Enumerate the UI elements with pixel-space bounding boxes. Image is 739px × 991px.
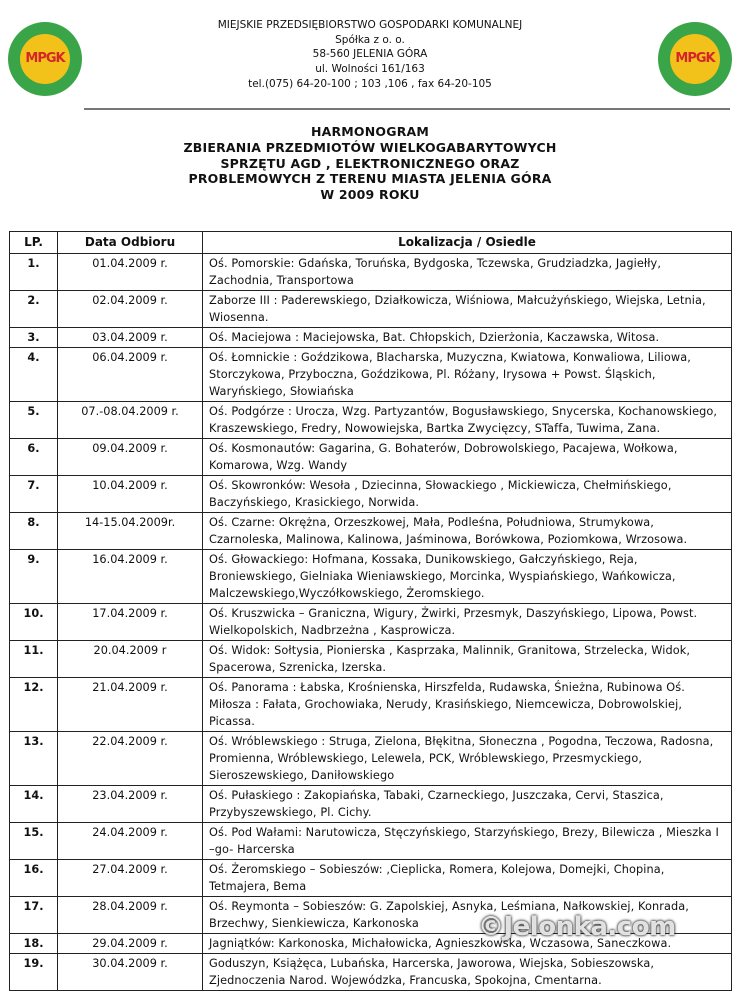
location-list: Oś. Czarne: Okrężna, Orzeszkowej, Mała, Podleśna, Południowa, Strumykowa, Czarnoleska, Malinowa, Kalinowa, Jaśminowa, Borówkowa, Poziomkowa, Wrzosowa. [203, 513, 732, 550]
location-list: Goduszyn, Książęca, Lubańska, Harcerska, Jaworowa, Wiejska, Sobieszowska, Zjednoczenia Narod. Wojewódzka, Francuska, Spokojna, Cmentarna. [203, 954, 732, 991]
row-number: 16. [10, 860, 58, 897]
location-list: Oś. Kosmonautów: Gagarina, G. Bohaterów, Dobrowolskiego, Pacajewa, Wołkowa, Komarowa, Wzg. Wandy [203, 439, 732, 476]
company-logo-left [8, 22, 82, 96]
row-number: 9. [10, 550, 58, 604]
table-row [10, 678, 732, 732]
pickup-date: 24.04.2009 r. [58, 823, 203, 860]
table-row [10, 860, 732, 897]
table-row [10, 732, 732, 786]
pickup-date: 28.04.2009 r. [58, 897, 203, 934]
company-logo-right [658, 22, 732, 96]
header-divider [84, 108, 730, 110]
pickup-date: 16.04.2009 r. [58, 550, 203, 604]
pickup-date: 14-15.04.2009r. [58, 513, 203, 550]
location-list: Oś. Reymonta – Sobieszów: G. Zapolskiej, Asnyka, Leśmiana, Nałkowskiej, Konrada, Brzechwy, Sienkiewicza, Karkonoska [203, 897, 732, 934]
row-number: 7. [10, 476, 58, 513]
row-number: 2. [10, 291, 58, 328]
location-list: Oś. Głowackiego: Hofmana, Kossaka, Dunikowskiego, Gałczyńskiego, Reja, Broniewskiego, Gielniaka Wieniawskiego, Morcinka, Wyspiańskiego, Wańkowicza, Malczewskiego,Wyczółkowskiego, Żeromskiego. [203, 550, 732, 604]
location-list: Oś. Kruszwicka – Graniczna, Wigury, Żwirki, Przesmyk, Daszyńskiego, Lipowa, Powst. Wielkopolskich, Nadbrzeżna , Kasprowicza. [203, 604, 732, 641]
table-row [10, 641, 732, 678]
logo-mark: MPGK [675, 51, 715, 66]
header-date: Data Odbioru [58, 232, 203, 254]
pickup-date: 06.04.2009 r. [58, 348, 203, 402]
row-number: 1. [10, 254, 58, 291]
pickup-date: 29.04.2009 r. [58, 934, 203, 954]
row-number: 6. [10, 439, 58, 476]
header-lp: LP. [10, 232, 58, 254]
location-list: Oś. Maciejowa : Maciejowska, Bat. Chłopskich, Dzierżonia, Kaczawska, Witosa. [203, 328, 732, 348]
row-number: 8. [10, 513, 58, 550]
table-row [10, 823, 732, 860]
location-list: Oś. Panorama : Łabska, Krośnienska, Hirszfelda, Rudawska, Śnieżna, Rubinowa Oś. Miłosza : Fałata, Grochowiaka, Nerudy, Krasińskiego, Niemcewicza, Dobrowolskiej, Picassa. [203, 678, 732, 732]
header-location: Lokalizacja / Osiedle [203, 232, 732, 254]
pickup-date: 09.04.2009 r. [58, 439, 203, 476]
title-line: SPRZĘTU AGD , ELEKTRONICZNEGO ORAZ [220, 155, 520, 171]
location-list: Oś. Pomorskie: Gdańska, Toruńska, Bydgoska, Tczewska, Grudziadzka, Jagiełły, Zachodnia, Transportowa [203, 254, 732, 291]
company-postal: 58-560 JELENIA GÓRA [312, 48, 428, 61]
row-number: 4. [10, 348, 58, 402]
table-row [10, 348, 732, 402]
row-number: 17. [10, 897, 58, 934]
pickup-date: 07.-08.04.2009 r. [58, 402, 203, 439]
table-row [10, 604, 732, 641]
table-row [10, 328, 732, 348]
location-list: Oś. Łomnickie : Goździkowa, Blacharska, Muzyczna, Kwiatowa, Konwaliowa, Liliowa, Storczykowa, Przyboczna, Goździkowa, Pl. Różany, Irysowa + Powst. Śląskich, Waryńskiego, Słowiańska [203, 348, 732, 402]
row-number: 13. [10, 732, 58, 786]
table-row [10, 254, 732, 291]
location-list: Zaborze III : Paderewskiego, Działkowicza, Wiśniowa, Małcużyńskiego, Wiejska, Letnia, Wiosenna. [203, 291, 732, 328]
row-number: 18. [10, 934, 58, 954]
row-number: 12. [10, 678, 58, 732]
table-row [10, 291, 732, 328]
location-list: Oś. Skowronków: Wesoła , Dziecinna, Słowackiego , Mickiewicza, Chełmińskiego, Baczyńskiego, Krasickiego, Norwida. [203, 476, 732, 513]
pickup-date: 27.04.2009 r. [58, 860, 203, 897]
table-row [10, 513, 732, 550]
row-number: 5. [10, 402, 58, 439]
row-number: 15. [10, 823, 58, 860]
row-number: 14. [10, 786, 58, 823]
pickup-date: 02.04.2009 r. [58, 291, 203, 328]
document-title [90, 124, 650, 203]
pickup-date: 22.04.2009 r. [58, 732, 203, 786]
pickup-date: 23.04.2009 r. [58, 786, 203, 823]
table-row [10, 476, 732, 513]
title-line: ZBIERANIA PRZEDMIOTÓW WIELKOGABARYTOWYCH [183, 139, 557, 155]
company-phone: tel.(075) 64-20-100 ; 103 ,106 , fax 64-20-105 [248, 77, 492, 90]
pickup-date: 30.04.2009 r. [58, 954, 203, 991]
location-list: Oś. Podgórze : Urocza, Wzg. Partyzantów, Bogusławskiego, Snycerska, Kochanowskiego, Kraszewskiego, Fredry, Nowowiejska, Bartka Zwycięzcy, STaffa, Tuwima, Zana. [203, 402, 732, 439]
logo-center [20, 34, 70, 84]
schedule-table [9, 231, 732, 991]
title-line: PROBLEMOWYCH Z TERENU MIASTA JELENIA GÓRA [188, 171, 552, 187]
logo-center [670, 34, 720, 84]
table-header-row [10, 232, 732, 254]
location-list: Oś. Widok: Sołtysia, Pionierska , Kasprzaka, Malinnik, Granitowa, Strzelecka, Widok, Spacerowa, Szrenicka, Izerska. [203, 641, 732, 678]
watermark: ©Jelonka.com [478, 912, 676, 942]
pickup-date: 17.04.2009 r. [58, 604, 203, 641]
location-list: Oś. Wróblewskiego : Struga, Zielona, Błękitna, Słoneczna , Pogodna, Teczowa, Radosna, Promienna, Wróblewskiego, Lelewela, PCK, Wróblewskiego, Przesmyckiego, Sieroszewskiego, Daniłowskiego [203, 732, 732, 786]
row-number: 10. [10, 604, 58, 641]
pickup-date: 10.04.2009 r. [58, 476, 203, 513]
table-row [10, 550, 732, 604]
title-line: W 2009 ROKU [320, 187, 420, 203]
location-list: Oś. Pod Wałami: Narutowicza, Stęczyńskiego, Starzyńskiego, Brezy, Bilewicza , Mieszka I –go- Harcerska [203, 823, 732, 860]
row-number: 11. [10, 641, 58, 678]
location-list: Jagniątków: Karkonoska, Michałowicka, Agnieszkowska, Wczasowa, Saneczkowa. [203, 934, 732, 954]
pickup-date: 21.04.2009 r. [58, 678, 203, 732]
table-row [10, 439, 732, 476]
row-number: 3. [10, 328, 58, 348]
pickup-date: 03.04.2009 r. [58, 328, 203, 348]
location-list: Oś. Żeromskiego – Sobieszów: ,Cieplicka, Romera, Kolejowa, Domejki, Chopina, Tetmajera, Bema [203, 860, 732, 897]
pickup-date: 01.04.2009 r. [58, 254, 203, 291]
table-row [10, 786, 732, 823]
company-street: ul. Wolności 161/163 [315, 63, 425, 76]
location-list: Oś. Pułaskiego : Zakopiańska, Tabaki, Czarneckiego, Juszczaka, Cervi, Staszica, Przybyszewskiego, Pl. Cichy. [203, 786, 732, 823]
table-body [10, 254, 732, 991]
logo-mark: MPGK [25, 51, 65, 66]
company-name: MIEJSKIE PRZEDSIĘBIORSTWO GOSPODARKI KOMUNALNEJ [217, 19, 523, 31]
company-header [150, 18, 590, 92]
table-row [10, 954, 732, 991]
table-row [10, 402, 732, 439]
pickup-date: 20.04.2009 r [58, 641, 203, 678]
title-line: HARMONOGRAM [310, 124, 430, 139]
company-form: Spółka z o. o. [335, 33, 405, 46]
row-number: 19. [10, 954, 58, 991]
